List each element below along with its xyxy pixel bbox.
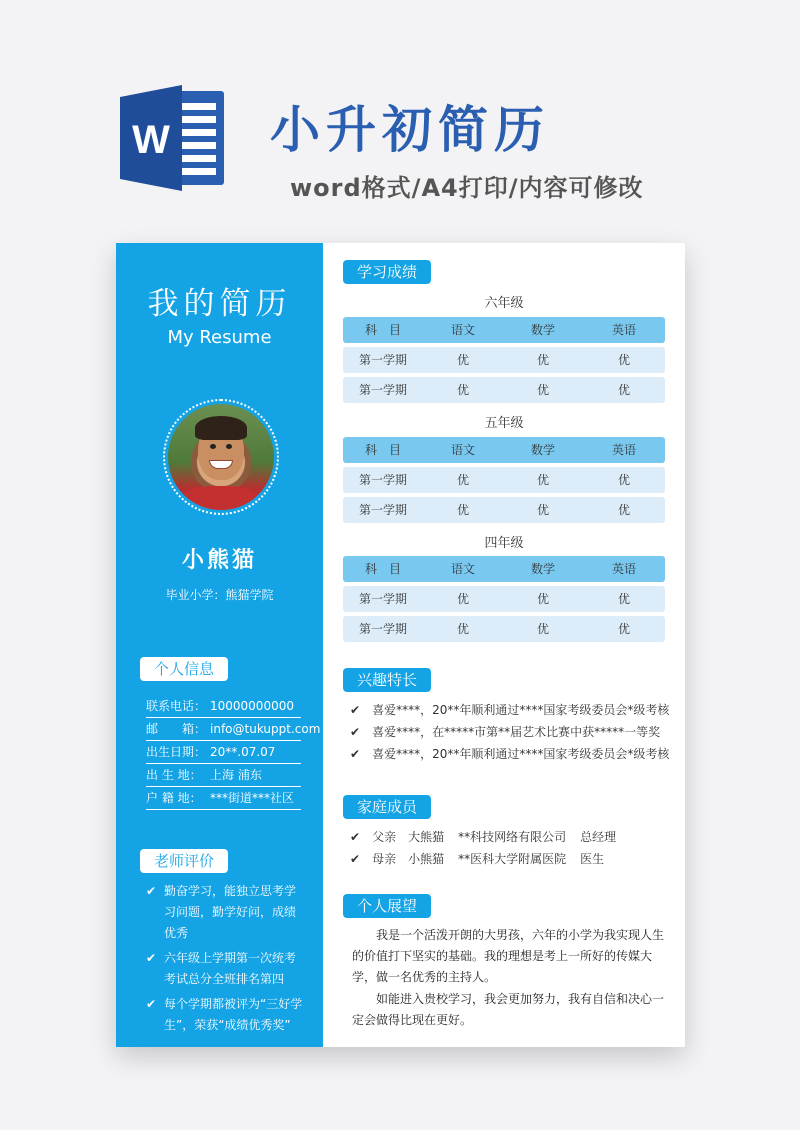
check-icon: ✔ (350, 725, 361, 739)
student-name: 小熊猫 (181, 548, 257, 573)
page-subtitle: word格式/A4打印/内容可修改 (290, 174, 644, 202)
grade-title: 五年级 (484, 416, 524, 431)
list-item: ✔ 喜爱****，20**年顺利通过****国家考级委员会*级考核 (350, 703, 670, 717)
table-row: 第一学期 优 优 优 (343, 467, 665, 493)
grade-title: 六年级 (484, 296, 524, 311)
list-item: ✔ 六年级上学期第一次统考考试总分全班排名第四 (146, 948, 306, 990)
list-item: ✔ 勤奋学习，能独立思考学习问题，勤学好问，成绩优秀 (146, 881, 306, 944)
resume-sidebar (116, 243, 323, 1047)
list-item: ✔ 每个学期都被评为“三好学生”，荣获“成绩优秀奖” (146, 994, 306, 1036)
info-email: 邮 箱： info@tukuppt.com (146, 718, 301, 741)
check-icon: ✔ (350, 852, 361, 866)
table-row: 第一学期 优 优 优 (343, 616, 665, 642)
page-title: 小升初简历 (270, 101, 550, 159)
check-icon: ✔ (350, 747, 361, 761)
personal-info-label: 个人信息 (140, 657, 228, 681)
word-document-icon (120, 85, 228, 191)
hobbies-label: 兴趣特长 (343, 668, 431, 692)
check-icon: ✔ (350, 830, 361, 844)
outlook-paragraph: 我是一个活泼开朗的大男孩，六年的小学为我实现人生的价值打下坚实的基础。我的理想是考上一所好的传媒大学，做一名优秀的主持人。 (352, 928, 665, 984)
check-icon: ✔ (146, 997, 157, 1011)
avatar (163, 399, 279, 515)
table-header: 科 目 语文 数学 英语 (343, 437, 665, 463)
list-item: ✔ 喜爱****，20**年顺利通过****国家考级委员会*级考核 (350, 747, 670, 761)
info-birthplace: 出 生 地： 上海 浦东 (146, 764, 301, 787)
check-icon: ✔ (350, 703, 361, 717)
school-name: 毕业小学：熊猫学院 (165, 588, 274, 602)
info-residence: 户 籍 地： ***街道***社区 (146, 787, 301, 810)
table-header: 科 目 语文 数学 英语 (343, 317, 665, 343)
outlook-label: 个人展望 (343, 894, 431, 918)
resume-title: 我的简历 (147, 286, 292, 322)
teacher-eval-label: 老师评价 (140, 849, 228, 873)
check-icon: ✔ (146, 884, 157, 898)
resume-subtitle: My Resume (167, 327, 272, 348)
table-row: 第一学期 优 优 优 (343, 497, 665, 523)
info-birthdate: 出生日期： 20**.07.07 (146, 741, 301, 764)
list-item: ✔ 父亲 大熊猫 **科技网络有限公司 总经理 (350, 826, 616, 848)
check-icon: ✔ (146, 951, 157, 965)
grades-label: 学习成绩 (343, 260, 431, 284)
table-row: 第一学期 优 优 优 (343, 586, 665, 612)
word-icon-letter: W (132, 118, 170, 162)
avatar-photo (168, 404, 274, 510)
teacher-eval-list (146, 881, 306, 1040)
resume-paper (116, 243, 685, 1047)
grade-title: 四年级 (484, 536, 524, 551)
info-phone: 联系电话： 10000000000 (146, 695, 301, 718)
family-label: 家庭成员 (343, 795, 431, 819)
table-row: 第一学期 优 优 优 (343, 347, 665, 373)
outlook-paragraph: 如能进入贵校学习，我会更加努力，我有自信和决心一定会做得比现在更好。 (352, 992, 665, 1027)
table-row: 第一学期 优 优 优 (343, 377, 665, 403)
table-header: 科 目 语文 数学 英语 (343, 556, 665, 582)
list-item: ✔ 喜爱****，在*****市第**届艺术比赛中获*****一等奖 (350, 725, 661, 739)
list-item: ✔ 母亲 小熊猫 **医科大学附属医院 医生 (350, 848, 604, 870)
